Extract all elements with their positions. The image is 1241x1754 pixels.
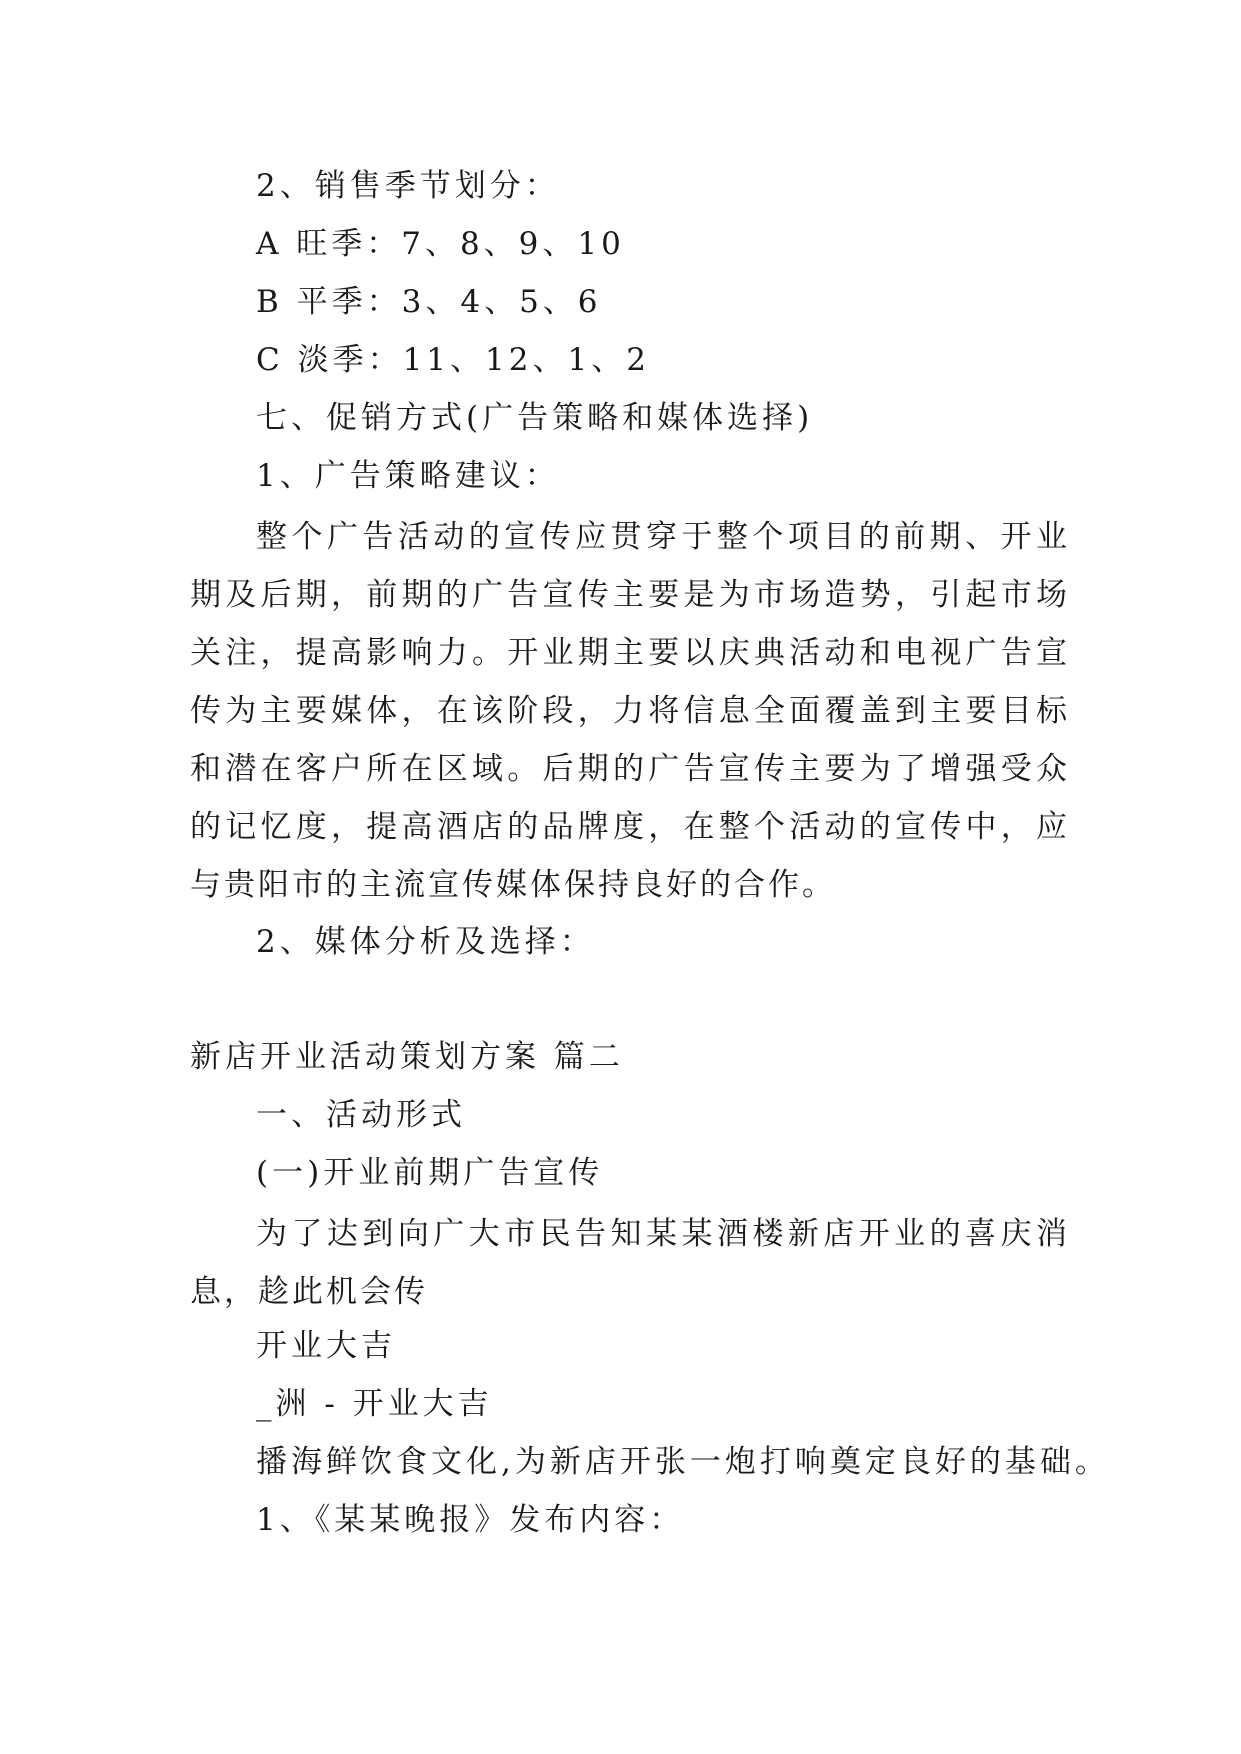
- subheading-ad-strategy: 1、广告策略建议：: [256, 458, 560, 494]
- section-heading-promotion: 七、促销方式(广告策略和媒体选择): [256, 400, 814, 436]
- season-peak: A 旺季：7、8、9、10: [256, 226, 625, 262]
- slogan-line: 开业大吉: [256, 1328, 396, 1364]
- paragraph-announcement: 为了达到向广大市民告知某某酒楼新店开业的喜庆消息，趁此机会传: [190, 1216, 1070, 1310]
- season-off: C 淡季：11、12、1、2: [256, 342, 650, 378]
- paragraph-ad-strategy: 整个广告活动的宣传应贯穿于整个项目的前期、开业期及后期，前期的广告宣传主要是为市场造势，引起市场关注，提高影响力。开业期主要以庆典活动和电视广告宣传为主要媒体，在该阶段，力将信息全面覆盖到主要目标和潜在客户所在区域。后期的广告宣传主要为了增强受众的记忆度，提高酒店的品牌度，在整个活动的宣传中，应与贵阳市的主流宣传媒体保持良好的合作。: [190, 519, 1070, 903]
- section-heading-sales-season: 2、销售季节划分：: [256, 168, 560, 204]
- subheading-pre-opening-ads: (一)开业前期广告宣传: [256, 1155, 604, 1191]
- section-heading-activity-form: 一、活动形式: [256, 1097, 466, 1133]
- slogan-line-brand: _洲 - 开业大吉: [256, 1386, 493, 1422]
- season-normal: B 平季：3、4、5、6: [256, 284, 602, 320]
- document-title-part-two: 新店开业活动策划方案 篇二: [190, 1039, 624, 1075]
- subheading-media-analysis: 2、媒体分析及选择：: [256, 924, 595, 960]
- body-line-seafood-culture: 播海鲜饮食文化,为新店开张一炮打响奠定良好的基础。: [256, 1444, 1110, 1480]
- subheading-evening-paper: 1、《某某晚报》发布内容：: [256, 1502, 685, 1538]
